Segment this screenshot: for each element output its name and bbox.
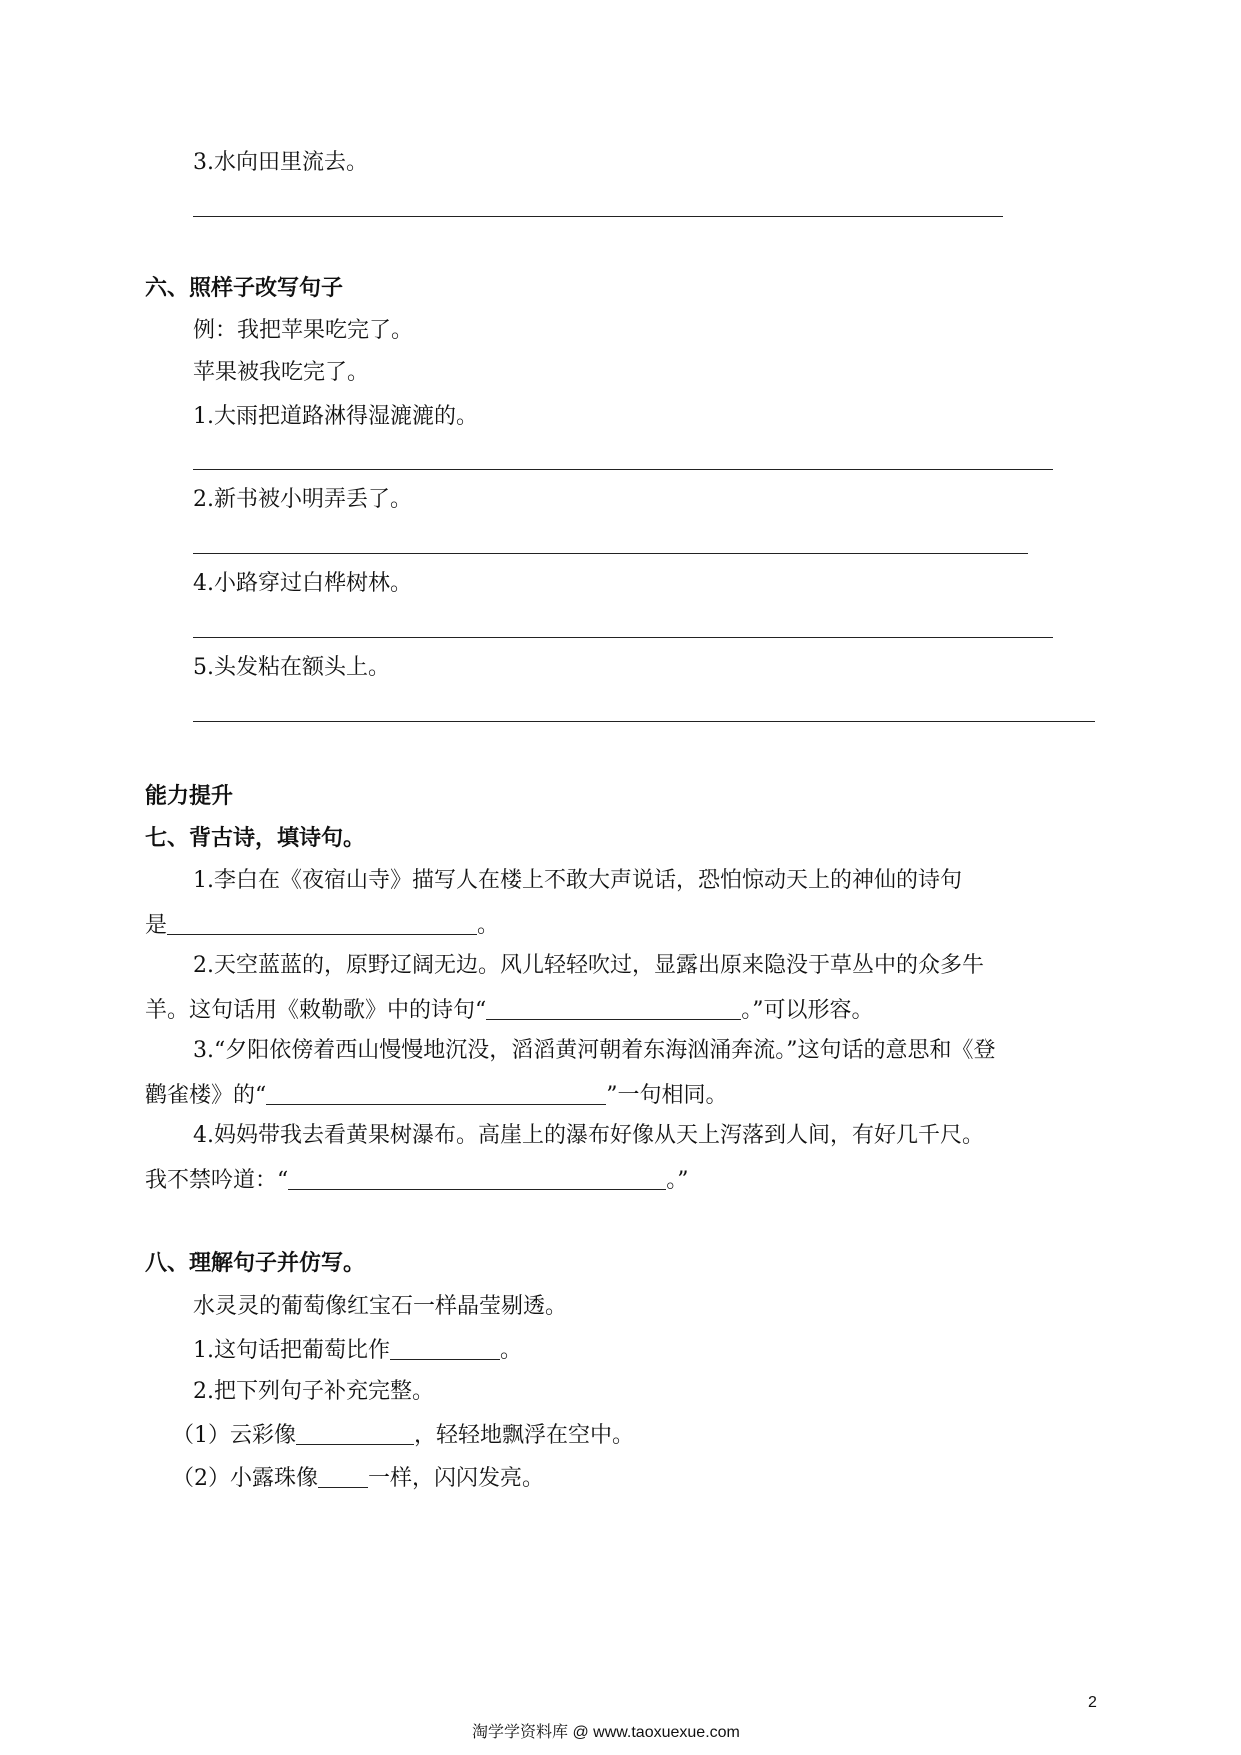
fill-blank[interactable]	[288, 1167, 666, 1190]
answer-line[interactable]	[193, 637, 1053, 638]
ability-heading: 能力提升	[145, 784, 234, 809]
section-7-title: 七、背古诗，填诗句。	[145, 826, 366, 851]
fill-blank[interactable]	[486, 997, 741, 1020]
simile-sentence-1	[172, 1419, 634, 1451]
question-item: 2.新书被小明弄丢了。	[193, 487, 412, 512]
example-sentence: 例：我把苹果吃完了。	[193, 318, 414, 343]
answer-line[interactable]	[193, 469, 1053, 470]
text: （2）小露珠像	[172, 1466, 318, 1491]
text: ”一句相同。	[606, 1083, 728, 1108]
text: ，轻轻地飘浮在空中。	[414, 1423, 635, 1448]
poem-question-2-cont	[145, 994, 874, 1026]
poem-question-1: 1.李白在《夜宿山寺》描写人在楼上不敢大声说话，恐怕惊动天上的神仙的诗句	[193, 868, 962, 893]
poem-question-4-cont	[145, 1164, 689, 1196]
simile-sentence-2	[172, 1462, 544, 1494]
fill-blank[interactable]	[167, 912, 477, 935]
poem-question-3: 3.“夕阳依傍着西山慢慢地沉没，滔滔黄河朝着东海汹涌奔流。”这句话的意思和《登	[193, 1038, 996, 1063]
question-item: 5.头发粘在额头上。	[193, 655, 390, 680]
answer-line[interactable]	[193, 553, 1028, 554]
simile-question-2: 2.把下列句子补充完整。	[193, 1379, 434, 1404]
text: 是	[145, 913, 168, 938]
text: 1.这句话把葡萄比作	[193, 1338, 390, 1363]
footer-watermark: 淘学学资料库 @ www.taoxuexue.com	[472, 1724, 740, 1741]
fill-blank[interactable]	[318, 1465, 368, 1488]
text: 。	[500, 1338, 523, 1363]
text: 鹳雀楼》的“	[145, 1083, 267, 1108]
answer-line[interactable]	[193, 216, 1003, 217]
text: 。	[477, 913, 500, 938]
text: 羊。这句话用《敕勒歌》中的诗句“	[145, 998, 487, 1023]
text: 一样，闪闪发亮。	[368, 1466, 545, 1491]
example-answer: 苹果被我吃完了。	[193, 360, 370, 385]
model-sentence: 水灵灵的葡萄像红宝石一样晶莹剔透。	[193, 1294, 568, 1319]
section-6-title: 六、照样子改写句子	[145, 276, 344, 301]
fill-blank[interactable]	[390, 1337, 500, 1360]
text: （1）云彩像	[172, 1423, 296, 1448]
section-8-title: 八、理解句子并仿写。	[145, 1251, 366, 1276]
question-item: 4.小路穿过白桦树林。	[193, 571, 412, 596]
poem-question-2: 2.天空蓝蓝的，原野辽阔无边。风儿轻轻吹过，显露出原来隐没于草丛中的众多牛	[193, 953, 984, 978]
simile-question-1	[193, 1334, 522, 1366]
question-item-3: 3.水向田里流去。	[193, 150, 368, 175]
text: 我不禁吟道：“	[145, 1168, 289, 1193]
poem-question-3-cont	[145, 1079, 728, 1111]
page-number: 2	[1088, 1694, 1097, 1711]
question-item: 1.大雨把道路淋得湿漉漉的。	[193, 404, 478, 429]
poem-question-1-cont	[145, 909, 499, 941]
fill-blank[interactable]	[296, 1422, 414, 1445]
fill-blank[interactable]	[266, 1082, 606, 1105]
text: 。”	[666, 1168, 689, 1193]
poem-question-4: 4.妈妈带我去看黄果树瀑布。高崖上的瀑布好像从天上泻落到人间，有好几千尺。	[193, 1123, 984, 1148]
answer-line[interactable]	[193, 721, 1095, 722]
text: 。”可以形容。	[741, 998, 874, 1023]
